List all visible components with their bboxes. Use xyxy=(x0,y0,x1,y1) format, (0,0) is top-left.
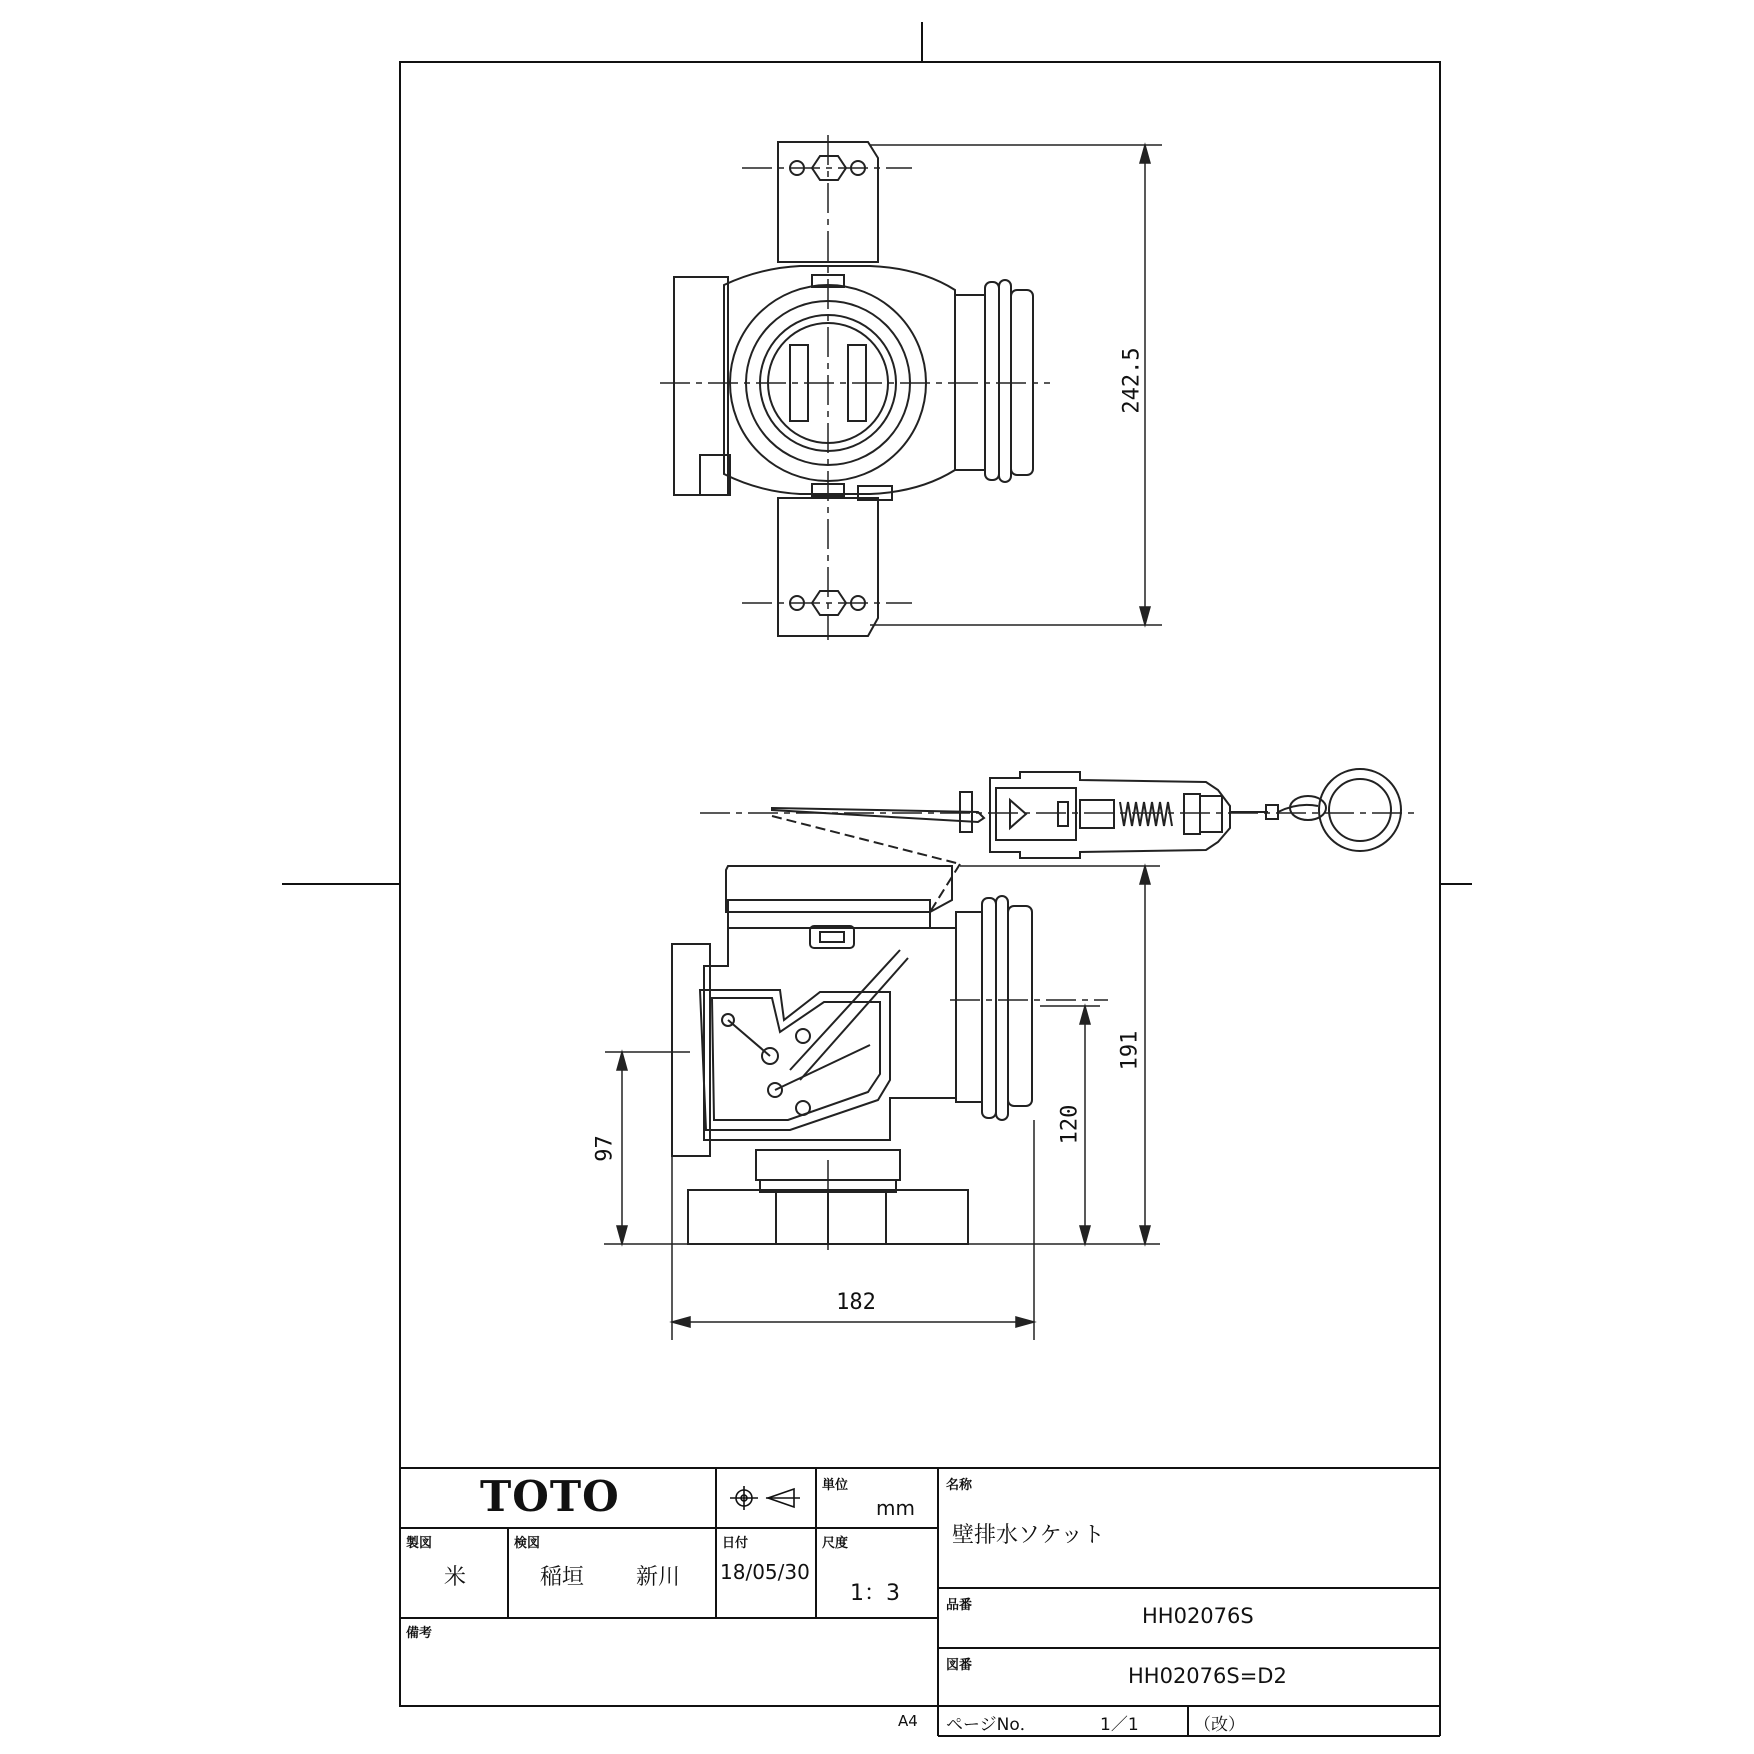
side-view xyxy=(672,769,1401,1244)
drawn-label: 製図 xyxy=(406,1536,433,1551)
name-value: 壁排水ソケット xyxy=(952,1523,1105,1548)
checked-value-2: 新川 xyxy=(636,1565,681,1590)
sheet-border xyxy=(400,62,1440,1706)
name-label: 名称 xyxy=(946,1478,973,1493)
drawing-number-value: HH02076S=D2 xyxy=(1128,1664,1287,1688)
unit-label: 単位 xyxy=(822,1478,849,1493)
page-label: ページNo． xyxy=(946,1715,1037,1735)
company-logo: TOTO xyxy=(480,1472,620,1521)
checked-value-1: 稲垣 xyxy=(540,1565,585,1590)
sheet-size: A4 xyxy=(898,1712,918,1730)
remarks-label: 備考 xyxy=(406,1626,433,1641)
part-number-label: 品番 xyxy=(946,1598,973,1613)
dimension-side-left-height: 97 xyxy=(592,1135,618,1162)
dimension-side-width: 182 xyxy=(836,1290,876,1315)
unit-value: mm xyxy=(876,1496,915,1520)
dimension-top-height: 242.5 xyxy=(1119,347,1145,414)
date-label: 日付 xyxy=(722,1536,749,1551)
scale-value: 1：3 xyxy=(850,1581,900,1606)
page-value: 1／1 xyxy=(1100,1715,1139,1735)
drawing-number-label: 図番 xyxy=(946,1658,973,1673)
projection-symbol-icon xyxy=(730,1486,800,1510)
date-value: 18/05/30 xyxy=(720,1560,810,1584)
top-view xyxy=(674,142,1033,636)
revision-label: （改） xyxy=(1194,1715,1245,1735)
part-number-value: HH02076S xyxy=(1142,1604,1254,1628)
checked-label: 検図 xyxy=(514,1536,541,1551)
dimension-side-total-height: 191 xyxy=(1117,1030,1143,1071)
scale-label: 尺度 xyxy=(822,1536,849,1551)
dimension-side-outlet-height: 120 xyxy=(1057,1104,1083,1145)
drawn-value: 米 xyxy=(444,1565,467,1590)
